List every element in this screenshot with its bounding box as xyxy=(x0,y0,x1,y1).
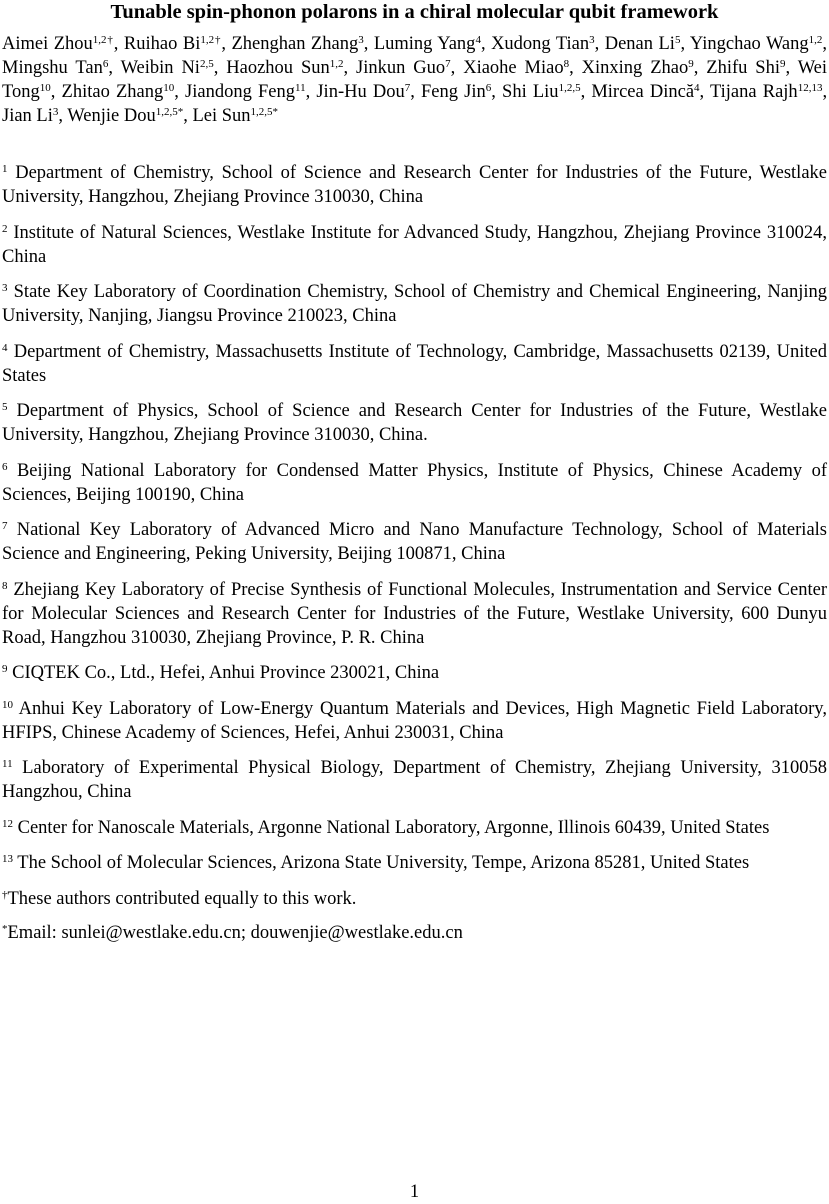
page-number: 1 xyxy=(409,1182,420,1202)
author-affiliation-marker: 1,2,5* xyxy=(155,105,184,118)
affiliation-10 xyxy=(2,697,827,745)
affiliation-text: CIQTEK Co., Ltd., Hefei, Anhui Province 230021, China xyxy=(7,663,440,683)
affiliation-text: Beijing National Laboratory for Condensed Matter Physics, Institute of Physics, Chinese Academy of Sciences, Beijing 100190, China xyxy=(2,460,827,505)
affiliation-text: Department of Physics, School of Science and Research Center for Industries of the Future, Westlake University, Hangzhou, Zhejiang Province 310030, China. xyxy=(2,401,827,445)
affiliation-text: Department of Chemistry, School of Science and Research Center for Industries of the Future, Westlake University, Hangzhou, Zhejiang Province 310030, China xyxy=(2,163,827,207)
author-separator: , xyxy=(569,58,582,78)
author-separator: , xyxy=(183,106,193,126)
affiliation-text: Department of Chemistry, Massachusetts Institute of Technology, Cambridge, Massachusetts 02139, United States xyxy=(2,341,827,386)
author-separator: , xyxy=(785,58,798,78)
author-affiliation-marker: 8 xyxy=(563,57,570,70)
affiliation-text: The School of Molecular Sciences, Arizona State University, Tempe, Arizona 85281, United States xyxy=(13,853,750,873)
affiliation-1 xyxy=(2,161,827,209)
author-affiliation-marker: 3 xyxy=(589,33,595,46)
affiliation-text: Laboratory of Experimental Physical Biology, Department of Chemistry, Zhejiang University, 310058 Hangzhou, China xyxy=(2,758,827,802)
author-separator: , xyxy=(58,106,68,126)
author-affiliation-marker: 7 xyxy=(445,57,451,70)
author-separator: , xyxy=(450,58,464,78)
author-separator: , xyxy=(221,34,232,54)
author-name: Wei Tong xyxy=(2,58,828,102)
author-affiliation-marker: 9 xyxy=(688,57,694,70)
author-affiliation-marker: 7 xyxy=(404,81,411,94)
author-separator: , xyxy=(50,82,62,102)
author-name: Zhitao Zhang xyxy=(61,82,164,102)
author-name: Zhenghan Zhang xyxy=(231,34,359,54)
author-name: Tijana Rajh xyxy=(709,82,798,102)
author-separator: , xyxy=(491,82,503,102)
author-name: Feng Jin xyxy=(421,82,486,102)
author-separator: , xyxy=(594,34,605,54)
author-name: Jian Li xyxy=(2,106,53,126)
affiliation-number: 11 xyxy=(2,757,13,770)
affiliation-number: 2 xyxy=(2,222,8,235)
asterisk-marker: * xyxy=(2,922,8,935)
affiliation-9 xyxy=(2,661,827,685)
author-name: Aimei Zhou xyxy=(2,34,93,54)
author-separator: , xyxy=(410,82,422,102)
affiliation-number: 1 xyxy=(2,162,8,175)
author-affiliation-marker: 9 xyxy=(779,57,786,70)
affiliation-text: Center for Nanoscale Materials, Argonne National Laboratory, Argonne, Illinois 60439, United States xyxy=(13,817,770,838)
affiliation-number: 4 xyxy=(2,341,8,354)
affiliation-number: 5 xyxy=(2,400,8,413)
affiliation-6 xyxy=(2,459,827,507)
equal-contribution-text: These authors contributed equally to this work. xyxy=(7,888,357,909)
affiliation-2 xyxy=(2,221,827,269)
affiliation-number: 6 xyxy=(2,460,8,473)
author-separator: , xyxy=(699,82,710,102)
author-affiliation-marker: 2,5 xyxy=(199,57,214,70)
equal-contribution-note xyxy=(2,887,827,911)
author-name: Luming Yang xyxy=(373,34,476,54)
affiliation-12 xyxy=(2,816,827,840)
author-affiliation-marker: 1,2 xyxy=(329,57,344,70)
author-separator: , xyxy=(174,82,186,102)
author-separator: , xyxy=(108,58,121,78)
author-name: Xinxing Zhao xyxy=(581,58,689,78)
author-affiliation-marker: 10 xyxy=(163,81,175,94)
author-affiliation-marker: 10 xyxy=(39,81,51,94)
affiliation-text: Anhui Key Laboratory of Low-Energy Quantum Materials and Devices, High Magnetic Field Laboratory, HFIPS, Chinese Academy of Sciences, Hefei, Anhui 230031, China xyxy=(2,698,827,743)
email-text: Email: sunlei@westlake.edu.cn; douwenjie@westlake.edu.cn xyxy=(7,922,463,943)
author-affiliation-marker: 4 xyxy=(694,81,700,94)
author-name: Jiandong Feng xyxy=(185,82,295,102)
affiliation-7 xyxy=(2,518,827,566)
affiliation-number: 12 xyxy=(2,817,13,830)
author-list xyxy=(2,32,827,128)
affiliation-3 xyxy=(2,280,827,328)
affiliation-text: Institute of Natural Sciences, Westlake Institute for Advanced Study, Hangzhou, Zhejiang Province 310024, China xyxy=(2,222,827,267)
author-separator: , xyxy=(580,82,592,102)
author-name: Xudong Tian xyxy=(491,34,590,54)
affiliation-4 xyxy=(2,340,827,388)
author-affiliation-marker: 4 xyxy=(475,33,481,46)
author-name: Ruihao Bi xyxy=(123,34,201,54)
affiliation-number: 8 xyxy=(2,579,8,592)
author-separator: , xyxy=(822,34,828,54)
author-affiliation-marker: 5 xyxy=(674,33,681,46)
author-separator: , xyxy=(363,34,374,54)
affiliation-13 xyxy=(2,851,827,875)
affiliation-number: 13 xyxy=(2,852,13,865)
affiliation-8 xyxy=(2,578,827,650)
affiliation-number: 7 xyxy=(2,519,8,532)
author-name: Denan Li xyxy=(604,34,675,54)
affiliation-text: National Key Laboratory of Advanced Micro and Nano Manufacture Technology, School of Materials Science and Engineering, Peking University, Beijing 100871, China xyxy=(2,520,827,564)
author-name: Wenjie Dou xyxy=(67,106,156,126)
author-separator: , xyxy=(213,58,227,78)
author-name: Haozhou Sun xyxy=(226,58,330,78)
author-name: Xiaohe Miao xyxy=(463,58,564,78)
affiliation-number: 10 xyxy=(2,698,13,711)
author-name: Weibin Ni xyxy=(120,58,200,78)
affiliation-5 xyxy=(2,399,827,447)
author-affiliation-marker: 3 xyxy=(52,105,59,118)
author-affiliation-marker: 1,2 xyxy=(808,33,823,46)
author-name: Zhifu Shi xyxy=(706,58,780,78)
author-affiliation-marker: 1,2,5* xyxy=(250,105,279,118)
affiliation-number: 3 xyxy=(2,281,8,294)
author-separator: , xyxy=(680,34,690,54)
author-name: Mircea Dincă xyxy=(591,82,695,102)
author-affiliation-marker: 3 xyxy=(358,33,364,46)
author-affiliation-marker: 1,2† xyxy=(92,33,114,46)
affiliation-text: Zhejiang Key Laboratory of Precise Synthesis of Functional Molecules, Instrumentation and Service Center for Molecular Sciences and Research Center for Industries of the Future, Westlake University, 600 Dunyu Road, Hangzhou 310030, Zhejiang Province, P. R. China xyxy=(2,579,827,648)
author-name: Jinkun Guo xyxy=(356,58,446,78)
author-affiliation-marker: 11 xyxy=(294,81,306,94)
author-name: Jin-Hu Dou xyxy=(316,82,405,102)
email-note xyxy=(2,921,827,945)
affiliation-text: State Key Laboratory of Coordination Chemistry, School of Chemistry and Chemical Engineering, Nanjing University, Nanjing, Jiangsu Province 210023, China xyxy=(2,282,827,326)
author-affiliation-marker: 1,2† xyxy=(200,33,222,46)
author-name: Lei Sun xyxy=(192,106,251,126)
author-affiliation-marker: 6 xyxy=(102,57,109,70)
author-name: Shi Liu xyxy=(502,82,559,102)
author-separator: , xyxy=(343,58,357,78)
affiliation-list xyxy=(2,161,827,955)
author-separator: , xyxy=(693,58,707,78)
author-separator: , xyxy=(822,82,828,102)
author-name: Mingshu Tan xyxy=(2,58,103,78)
affiliation-11 xyxy=(2,756,827,804)
author-separator: , xyxy=(480,34,492,54)
author-name: Yingchao Wang xyxy=(689,34,809,54)
author-affiliation-marker: 12,13 xyxy=(797,81,823,94)
author-separator: , xyxy=(113,34,124,54)
dagger-marker: † xyxy=(2,888,8,901)
author-affiliation-marker: 6 xyxy=(485,81,492,94)
affiliation-number: 9 xyxy=(2,662,8,675)
paper-title: Tunable spin-phonon polarons in a chiral molecular qubit framework xyxy=(110,1,719,23)
author-separator: , xyxy=(305,82,317,102)
author-affiliation-marker: 1,2,5 xyxy=(558,81,581,94)
